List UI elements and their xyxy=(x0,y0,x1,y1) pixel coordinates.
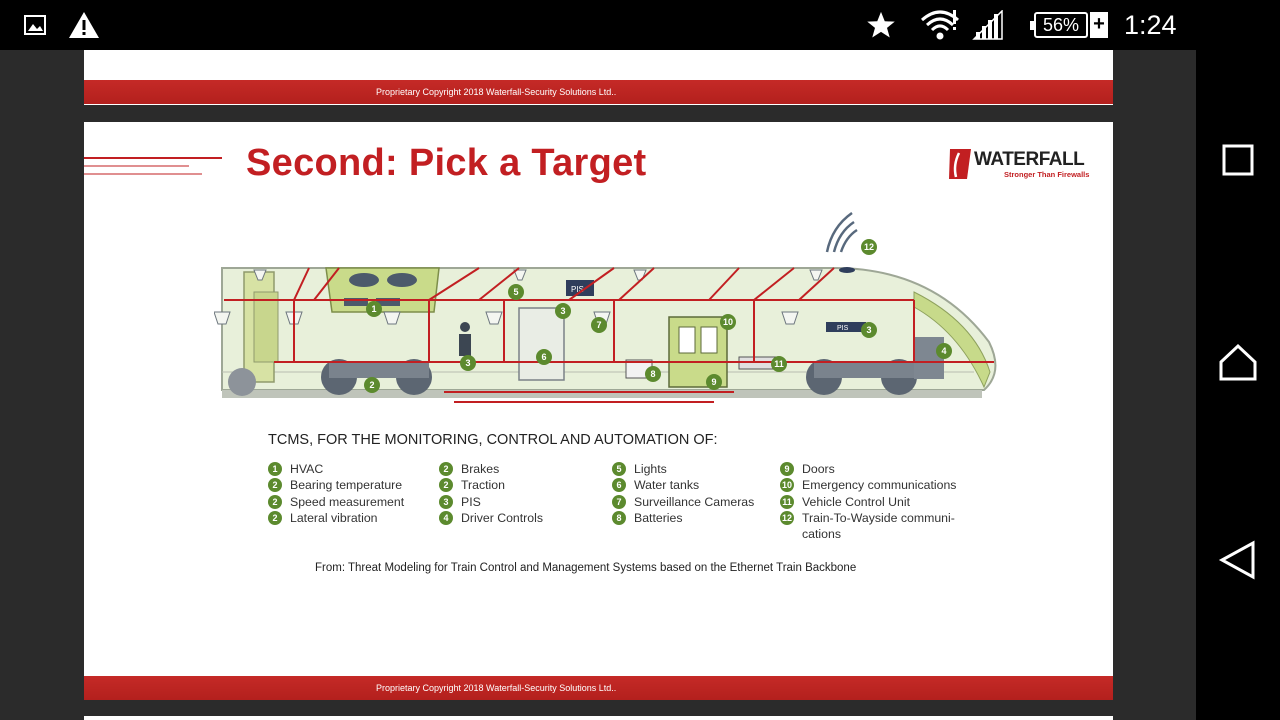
number-badge: 2 xyxy=(268,495,282,509)
back-icon xyxy=(1218,540,1258,580)
clock: 1:24 xyxy=(1124,9,1177,40)
list-item: 9 Doors xyxy=(780,462,956,478)
signal-icon xyxy=(972,0,1004,50)
number-badge: 1 xyxy=(268,462,282,476)
marker-5 xyxy=(508,284,524,300)
number-badge: 10 xyxy=(781,480,792,491)
slide-footer xyxy=(84,80,1113,104)
square-icon xyxy=(1222,144,1254,176)
recent-apps-button[interactable] xyxy=(1222,144,1254,176)
list-item: 5 Lights xyxy=(612,462,754,478)
svg-text:1: 1 xyxy=(371,304,377,314)
number-badge: 3 xyxy=(439,495,453,509)
copyright-text: Proprietary Copyright 2018 Waterfall-Security Solutions Ltd.. xyxy=(376,87,617,97)
citation: From: Threat Modeling for Train Control and Management Systems based on the Ethernet Train Backbone xyxy=(315,562,857,574)
svg-text:8: 8 xyxy=(650,369,656,379)
list-item: 4 Driver Controls xyxy=(439,511,543,527)
slide-footer xyxy=(84,676,1113,700)
svg-text:5: 5 xyxy=(513,287,519,297)
number-badge: 2 xyxy=(268,511,282,525)
legend-column-4 xyxy=(780,462,956,543)
previous-slide xyxy=(84,50,1113,105)
svg-text:12: 12 xyxy=(863,242,875,252)
list-item: 2 Traction xyxy=(439,478,543,494)
title-decoration xyxy=(84,152,224,182)
svg-text:7: 7 xyxy=(596,320,602,330)
marker-3a xyxy=(555,303,571,319)
list-item: 12 Train-To-Wayside communi- xyxy=(781,510,955,525)
number-badge: 11 xyxy=(780,495,794,509)
list-item: 3 PIS xyxy=(439,495,543,511)
back-button[interactable] xyxy=(1218,540,1258,580)
document-viewer[interactable] xyxy=(0,50,1196,720)
number-badge: 9 xyxy=(780,462,794,476)
marker-8 xyxy=(645,366,661,382)
home-button[interactable] xyxy=(1218,342,1258,382)
pis-label-top: PIS xyxy=(571,285,584,294)
logo-name: WATERFALL xyxy=(974,149,1085,170)
number-badge: 2 xyxy=(268,478,282,492)
tcms-heading: TCMS, FOR THE MONITORING, CONTROL AND AUTOMATION OF: xyxy=(268,432,718,448)
status-bar xyxy=(0,0,1280,50)
navigation-bar xyxy=(1196,50,1280,720)
slide xyxy=(84,122,1113,700)
list-item: 8 Batteries xyxy=(612,511,754,527)
next-slide xyxy=(84,716,1113,720)
waterfall-logo-icon xyxy=(947,147,973,181)
number-badge: 7 xyxy=(612,495,626,509)
svg-text:3: 3 xyxy=(560,306,566,316)
marker-10 xyxy=(720,314,736,330)
marker-3b xyxy=(460,355,476,371)
warning-icon xyxy=(68,0,100,50)
list-item: 1 HVAC xyxy=(268,462,404,478)
marker-9 xyxy=(706,374,722,390)
svg-text:11: 11 xyxy=(774,359,784,369)
star-icon xyxy=(866,0,896,50)
list-item: 2 Speed measurement xyxy=(268,495,404,511)
marker-6 xyxy=(536,349,552,365)
svg-text:9: 9 xyxy=(711,377,717,387)
marker-1 xyxy=(366,301,382,317)
home-icon xyxy=(1218,342,1258,382)
marker-11 xyxy=(771,356,787,372)
copyright-text: Proprietary Copyright 2018 Waterfall-Security Solutions Ltd.. xyxy=(376,683,617,693)
number-badge: 2 xyxy=(439,478,453,492)
marker-7 xyxy=(591,317,607,333)
list-item: 6 Water tanks xyxy=(612,478,754,494)
gallery-icon xyxy=(24,0,46,50)
pis-label-front: PIS xyxy=(837,325,849,332)
list-item: 10 Emergency communications xyxy=(781,478,957,493)
number-badge: 5 xyxy=(612,462,626,476)
list-item: 2 Bearing temperature xyxy=(268,478,404,494)
number-badge: 4 xyxy=(439,511,453,525)
marker-3c xyxy=(861,322,877,338)
list-item: 2 Lateral vibration xyxy=(268,511,404,527)
wifi-icon xyxy=(920,0,960,50)
battery-icon: 56% + xyxy=(1034,0,1108,50)
number-badge: 12 xyxy=(781,512,792,523)
svg-text:3: 3 xyxy=(866,325,872,335)
svg-text:3: 3 xyxy=(465,358,471,368)
list-item: 11 Vehicle Control Unit xyxy=(780,495,956,511)
marker-12 xyxy=(861,239,877,255)
number-badge: 6 xyxy=(612,478,626,492)
svg-text:6: 6 xyxy=(541,352,547,362)
legend-column-1 xyxy=(268,462,404,527)
svg-text:2: 2 xyxy=(369,380,375,390)
legend-column-3 xyxy=(612,462,754,527)
list-item: 7 Surveillance Cameras xyxy=(612,495,754,511)
marker-2 xyxy=(364,377,380,393)
number-badge: 8 xyxy=(612,511,626,525)
number-badge: 2 xyxy=(439,462,453,476)
train-diagram xyxy=(214,212,1014,412)
svg-text:4: 4 xyxy=(941,346,947,356)
list-item: 2 Brakes xyxy=(439,462,543,478)
logo-tagline: Stronger Than Firewalls xyxy=(1004,170,1090,179)
legend-column-2 xyxy=(439,462,543,527)
svg-text:10: 10 xyxy=(722,317,734,327)
slide-title: Second: Pick a Target xyxy=(246,142,647,184)
marker-4 xyxy=(936,343,952,359)
battery-percent: 56% xyxy=(1042,14,1080,35)
list-item-continuation: cations xyxy=(802,527,841,542)
